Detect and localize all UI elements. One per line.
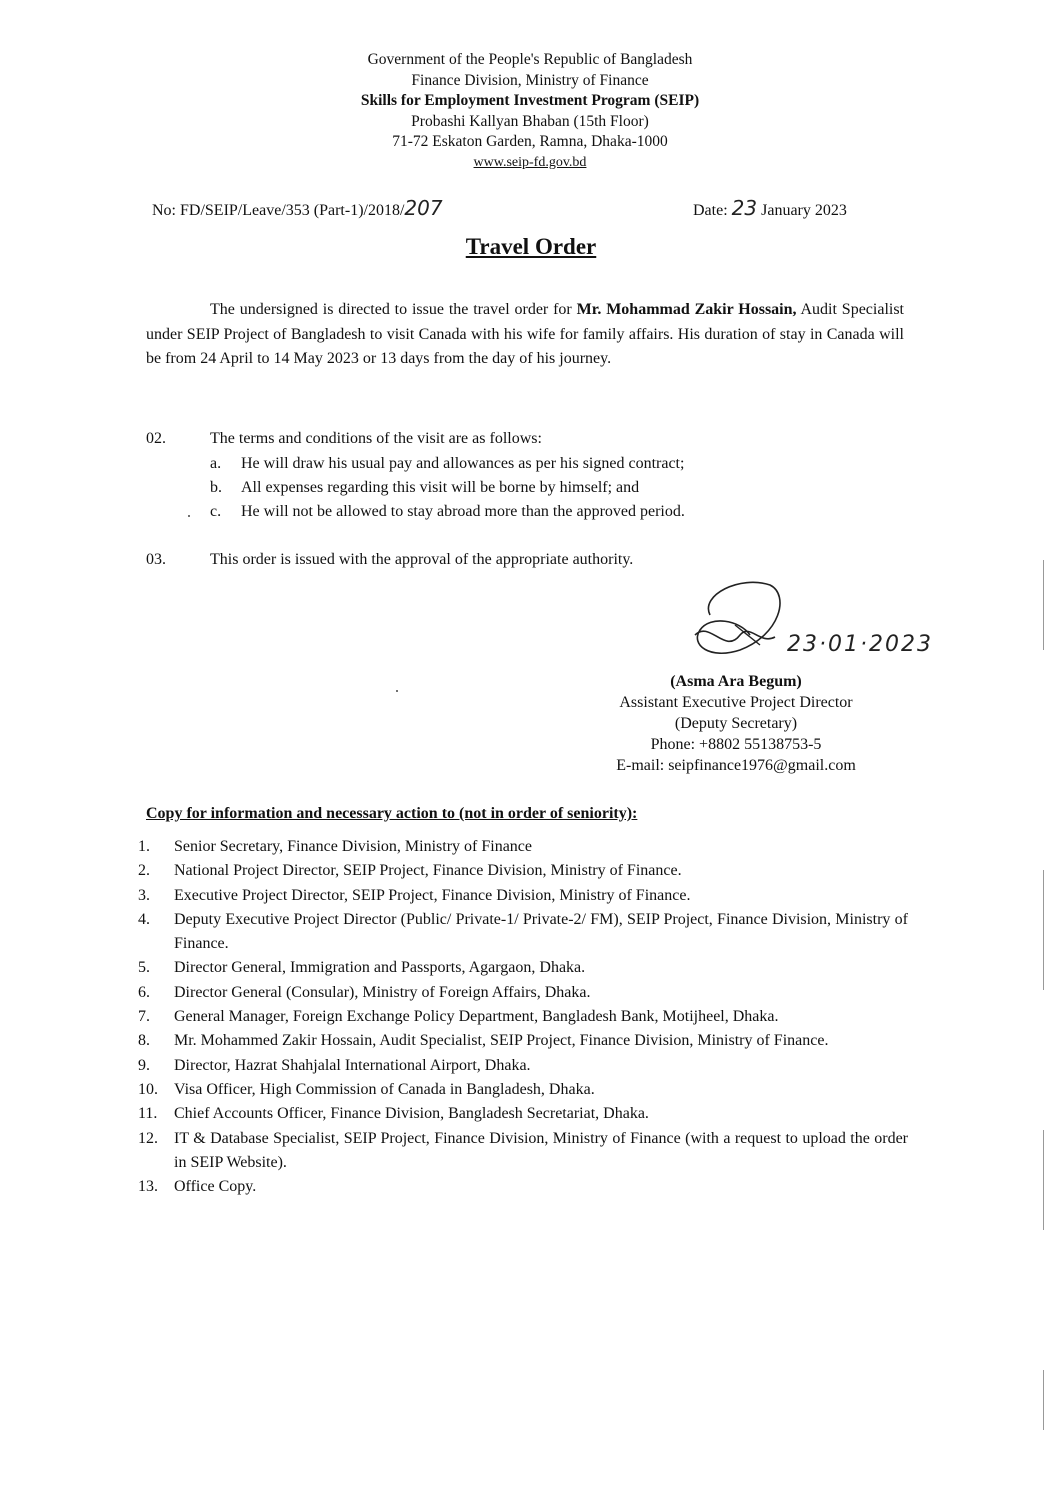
copy-list: [138, 835, 908, 1199]
signatory-rank: (Deputy Secretary): [674, 715, 798, 732]
scan-speck: [396, 690, 398, 692]
term-letter: c.: [210, 503, 222, 520]
scan-edge-mark: [1043, 560, 1044, 650]
copy-list-item: [138, 908, 908, 957]
section-02-number: 02.: [146, 430, 166, 447]
section-03-number: 03.: [146, 551, 166, 568]
section-03-text: This order is issued with the approval of the appropriate authority.: [210, 551, 634, 568]
copy-list-item: [138, 1078, 908, 1102]
memo-number: [152, 196, 443, 220]
copy-item-text: Director General, Immigration and Passports, Agargaon, Dhaka.: [174, 959, 586, 977]
copy-list-item: [138, 1005, 908, 1029]
letterhead-website[interactable]: www.seip-fd.gov.bd: [473, 154, 587, 170]
scan-edge-mark: [1043, 1130, 1044, 1230]
memo-number-label: No: FD/SEIP/Leave/353 (Part-1)/2018/: [152, 202, 405, 219]
letterhead-program: Skills for Employment Investment Program (SEIP): [360, 92, 700, 109]
copy-item-number: 11.: [138, 1105, 158, 1123]
signature-date: 23·01·2023: [787, 632, 933, 657]
signatory-designation: Assistant Executive Project Director: [619, 694, 853, 711]
letterhead-address: 71-72 Eskaton Garden, Ramna, Dhaka-1000: [392, 133, 668, 150]
order-paragraph-intro: The undersigned is directed to issue the travel order for: [210, 301, 577, 318]
letterhead-building: Probashi Kallyan Bhaban (15th Floor): [411, 112, 649, 130]
copy-item-number: 6.: [138, 983, 150, 1001]
copy-item-number: 12.: [138, 1129, 158, 1147]
copy-item-text: Senior Secretary, Finance Division, Ministry of Finance: [174, 838, 532, 855]
scan-edge-mark: [1043, 1370, 1044, 1430]
copy-item-text: Chief Accounts Officer, Finance Division, Bangladesh Secretariat, Dhaka.: [174, 1105, 649, 1123]
scan-speck: [188, 515, 190, 517]
copy-item-text: National Project Director, SEIP Project, Finance Division, Ministry of Finance.: [174, 862, 682, 880]
copy-item-text: General Manager, Foreign Exchange Policy Department, Bangladesh Bank, Motijheel, Dhaka.: [174, 1008, 779, 1026]
copy-list-item: [138, 1175, 908, 1199]
copy-list-item: [138, 1127, 908, 1176]
letterhead-government: Government of the People's Republic of Bangladesh: [367, 51, 693, 68]
copy-item-text: Visa Officer, High Commission of Canada in Bangladesh, Dhaka.: [174, 1080, 595, 1098]
copy-list-item: [138, 1054, 908, 1078]
employee-name: Mr. Mohammad Zakir Hossain,: [576, 301, 797, 318]
signatory-email[interactable]: E-mail: seipfinance1976@gmail.com: [616, 757, 856, 774]
memo-date-rest: January 2023: [761, 202, 847, 219]
term-text: He will draw his usual pay and allowances as per his signed contract;: [241, 455, 685, 472]
order-paragraph-details: Audit Specialist under SEIP Project of Bangladesh to visit Canada with his wife for family affairs. His duration of stay in Canada will be from 24 April to 14 May 2023 or 13 days from the day of his journey.: [146, 301, 905, 367]
document-title: Travel Order: [465, 234, 597, 259]
copy-list-item: [138, 884, 908, 908]
memo-date: [693, 196, 847, 220]
copy-item-text: Director General (Consular), Ministry of Foreign Affairs, Dhaka.: [174, 983, 591, 1001]
term-letter: a.: [210, 455, 222, 472]
copy-item-number: 5.: [138, 959, 150, 977]
memo-number-handwritten: 207: [404, 196, 443, 220]
section-02-text: The terms and conditions of the visit are as follows:: [210, 430, 542, 447]
copy-list-item: [138, 835, 908, 859]
term-text: He will not be allowed to stay abroad more than the approved period.: [241, 503, 685, 520]
memo-date-label: Date:: [693, 202, 728, 219]
copy-item-number: 9.: [138, 1056, 150, 1074]
letterhead: [280, 50, 780, 173]
copy-list-item: [138, 956, 908, 980]
term-letter: b.: [210, 479, 222, 496]
copy-item-text: IT & Database Specialist, SEIP Project, Finance Division, Ministry of Finance (with a request to upload the order in SEIP Website).: [174, 1129, 908, 1171]
letterhead-division: Finance Division, Ministry of Finance: [411, 71, 649, 89]
signature-scribble: [680, 575, 790, 665]
copy-item-text: Executive Project Director, SEIP Project, Finance Division, Ministry of Finance.: [174, 886, 691, 904]
copy-item-number: 2.: [138, 862, 150, 880]
copy-item-number: 13.: [138, 1178, 158, 1196]
term-c: [210, 503, 685, 521]
copy-list-item: [138, 1102, 908, 1126]
copy-list-item: [138, 981, 908, 1005]
copy-item-number: 8.: [138, 1032, 150, 1050]
copy-item-number: 1.: [138, 838, 150, 855]
signatory-name: (Asma Ara Begum): [670, 673, 802, 690]
copy-item-number: 10.: [138, 1080, 158, 1098]
copy-item-number: 7.: [138, 1008, 150, 1026]
copy-item-text: Deputy Executive Project Director (Public/ Private-1/ Private-2/ FM), SEIP Project, Finance Division, Ministry of Finance.: [174, 910, 908, 953]
signatory-phone: Phone: +8802 55138753-5: [650, 736, 822, 753]
term-a: [210, 455, 684, 473]
term-text: All expenses regarding this visit will be borne by himself; and: [241, 479, 640, 496]
term-b: [210, 479, 639, 497]
copy-item-text: Mr. Mohammed Zakir Hossain, Audit Specialist, SEIP Project, Finance Division, Ministry of Finance.: [174, 1032, 829, 1050]
signature-block: [560, 671, 912, 776]
copy-heading: Copy for information and necessary action to (not in order of seniority):: [146, 805, 638, 822]
copy-item-number: 3.: [138, 886, 150, 904]
copy-item-text: Director, Hazrat Shahjalal International Airport, Dhaka.: [174, 1056, 531, 1074]
copy-item-number: 4.: [138, 910, 150, 928]
copy-list-item: [138, 859, 908, 883]
copy-item-text: Office Copy.: [174, 1178, 257, 1196]
copy-list-item: [138, 1029, 908, 1053]
scan-edge-mark: [1043, 870, 1044, 990]
order-paragraph: [146, 298, 904, 372]
memo-date-handwritten: 23: [731, 196, 758, 220]
